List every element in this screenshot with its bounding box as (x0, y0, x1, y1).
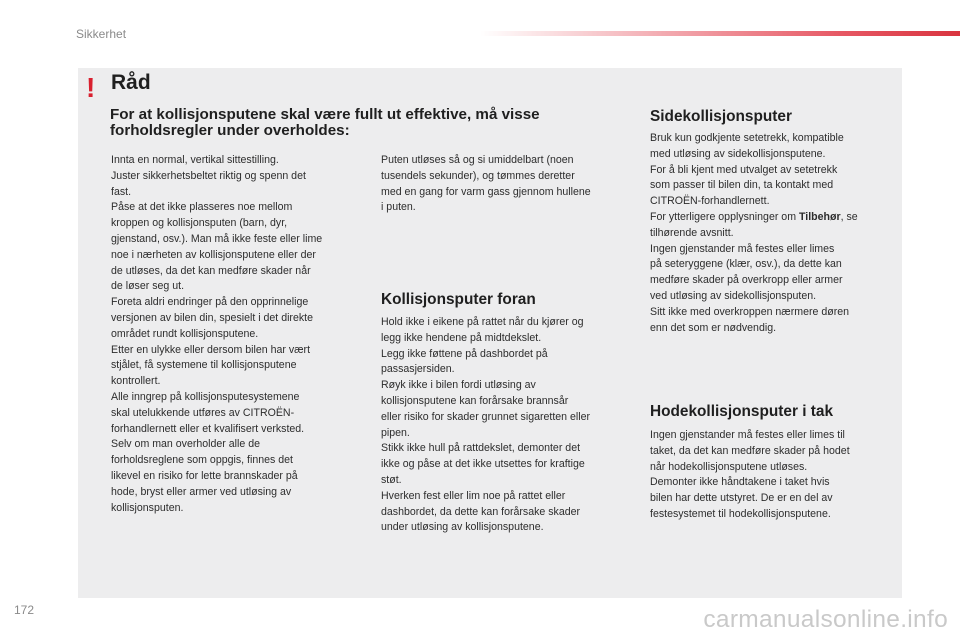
text-line: støt. (381, 473, 402, 486)
watermark: carmanualsonline.info (703, 606, 948, 633)
text-line: Puten utløses så og si umiddelbart (noen (381, 154, 574, 166)
text-line: Etter en ulykke eller dersom bilen har vært (111, 343, 311, 356)
text-line: i puten. (381, 201, 416, 214)
text-line: noe i nærheten av kollisjonsputene eller der (111, 248, 316, 261)
page-number: 172 (14, 603, 35, 617)
text-line: tilhørende avsnitt. (650, 226, 734, 239)
text-line: på seteryggene (klær, osv.), da dette kan (650, 258, 842, 271)
curtain-airbags-text (650, 428, 900, 523)
side-lines-b (650, 226, 900, 337)
text-line: de løser seg ut. (111, 280, 185, 293)
accessories-link-text: Tilbehør (798, 210, 841, 223)
text-line: Innta en normal, vertikal sittestilling. (111, 154, 279, 166)
text-line: Stikk ikke hull på rattdekslet, demonter det (381, 442, 581, 455)
text-line: gjenstand, osv.). Man må ikke feste eller lime (111, 232, 323, 245)
text-line: legg ikke hendene på midtdekslet. (381, 331, 542, 344)
text-line: Hverken fest eller lim noe på rattet eller (381, 489, 566, 502)
text-line: ved utløsing av sidekollisjonsputen. (650, 289, 817, 302)
text-line: Legg ikke føttene på dashbordet på (381, 347, 548, 360)
side-airbags-text (650, 131, 900, 336)
reference-prefix: For ytterligere opplysninger om (650, 210, 799, 223)
reference-suffix: , se (840, 210, 858, 223)
text-line: Alle inngrep på kollisjonsputesystemene (111, 390, 300, 403)
text-line: festesystemet til hodekollisjonsputene. (650, 507, 831, 520)
front-airbags-heading: Kollisjonsputer foran (381, 291, 536, 308)
text-line: enn det som er nødvendig. (650, 321, 777, 334)
accessories-reference (650, 210, 900, 226)
text-line: Selv om man overholder alle de (111, 438, 260, 451)
text-line: hode, bryst eller armer ved utløsing av (111, 485, 292, 498)
text-line: likevel en risiko for lette brannskader på (111, 469, 298, 482)
text-line: forhandlernett eller et kvalifisert verksted. (111, 422, 305, 435)
text-line: versjonen av bilen din, spesielt i det direkte (111, 311, 313, 324)
text-line: fast. (111, 185, 132, 198)
text-line: kroppen og kollisjonsputen (barn, dyr, (111, 217, 288, 230)
text-line: kontrollert. (111, 375, 161, 388)
curtain-lines (650, 428, 900, 523)
text-line: Hold ikke i eikene på rattet når du kjører og (381, 316, 584, 328)
text-line: Sitt ikke med overkroppen nærmere døren (650, 305, 850, 318)
front-airbags-text (381, 315, 639, 536)
text-line: kollisjonsputene kan forårsake brannsår (381, 394, 569, 407)
text-line: Demonter ikke håndtakene i taket hvis (650, 476, 830, 489)
general-lines (111, 153, 376, 516)
text-line: kollisjonsputen. (111, 501, 184, 514)
text-line: eller risiko for skader grunnet sigaretten eller (381, 410, 591, 423)
text-line: ikke og påse at det ikke utsettes for kraftige (381, 458, 585, 471)
text-line: stjålet, få systemene til kollisjonsputene (111, 359, 297, 372)
header-accent-rule (480, 31, 960, 36)
text-line: taket, da det kan medføre skader på hodet (650, 444, 850, 457)
text-line: pipen. (381, 426, 410, 439)
column-general (111, 153, 376, 516)
text-line: CITROËN-forhandlernett. (650, 195, 770, 208)
text-line: passasjersiden. (381, 363, 455, 376)
text-line: Bruk kun godkjente setetrekk, kompatible (650, 132, 844, 144)
text-line: Ingen gjenstander må festes eller limes til (650, 429, 845, 441)
text-line: når hodekollisjonsputene utløses. (650, 460, 808, 473)
text-line: de utløses, da det kan medføre skader når (111, 264, 311, 277)
text-line: med utløsing av sidekollisjonsputene. (650, 147, 826, 160)
front-lines (381, 315, 639, 536)
text-line: dashbordet, da dette kan forårsake skader (381, 505, 581, 518)
text-line: som passer til bilen din, ta kontakt med (650, 179, 834, 192)
text-line: Ingen gjenstander må festes eller limes (650, 242, 835, 255)
text-line: området rundt kollisjonsputene. (111, 327, 259, 340)
text-line: med en gang for varm gass gjennom hullene (381, 185, 591, 198)
text-line: Foreta aldri endringer på den opprinnelige (111, 296, 309, 309)
text-line: bilen har dette utstyret. De er en del av (650, 492, 833, 505)
text-line: medføre skader på overkropp eller armer (650, 274, 843, 287)
section-label: Sikkerhet (76, 27, 127, 41)
intro-lines (381, 153, 639, 216)
side-lines-a (650, 131, 900, 210)
text-line: forholdsreglene som oppgis, finnes det (111, 454, 293, 467)
side-airbags-heading: Sidekollisjonsputer (650, 108, 792, 125)
text-line: Røyk ikke i bilen fordi utløsing av (381, 379, 536, 392)
warning-icon: ! (86, 72, 96, 103)
text-line: skal utelukkende utføres av CITROËN- (111, 406, 295, 419)
text-line: tusendels sekunder), og tømmes deretter (381, 169, 575, 182)
panel-title: Råd (111, 71, 151, 94)
text-line: under utløsing av kollisjonsputene. (381, 521, 544, 534)
curtain-airbags-heading: Hodekollisjonsputer i tak (650, 403, 834, 420)
column-intro (381, 153, 639, 216)
lead-paragraph: For at kollisjonsputene skal være fullt ut effektive, må visse forholdsregler under overholdes: (110, 106, 540, 139)
text-line: For å bli kjent med utvalget av setetrekk (650, 163, 838, 176)
text-line: Påse at det ikke plasseres noe mellom (111, 201, 293, 214)
text-line: Juster sikkerhetsbeltet riktig og spenn det (111, 169, 306, 182)
